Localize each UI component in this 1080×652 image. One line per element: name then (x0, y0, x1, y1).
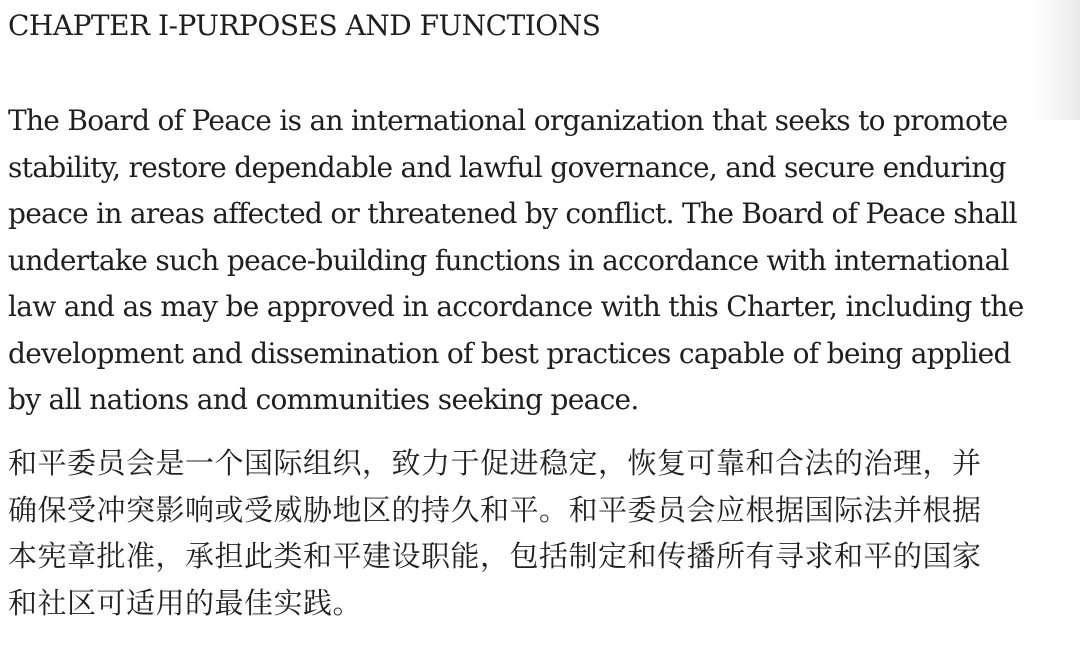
chinese-line: 和社区可适用的最佳实践。 (8, 585, 363, 620)
english-line: peace in areas affected or threatened by conflict. The Board of Peace shall (8, 197, 1017, 230)
chinese-paragraph (8, 440, 1074, 626)
english-line: by all nations and communities seeking peace. (8, 383, 639, 416)
english-line: development and dissemination of best practices capable of being applied (8, 336, 1011, 370)
english-line: undertake such peace-building functions in accordance with international (8, 243, 1009, 277)
english-paragraph (8, 98, 1070, 424)
chinese-line: 本宪章批准，承担此类和平建设职能，包括制定和传播所有寻求和平的国家 (8, 539, 982, 573)
chinese-line: 和平委员会是一个国际组织，致力于促进稳定，恢复可靠和合法的治理，并 (8, 446, 982, 480)
chinese-line: 确保受冲突影响或受威胁地区的持久和平。和平委员会应根据国际法并根据 (8, 492, 982, 527)
english-line: law and as may be approved in accordance with this Charter, including the (8, 290, 1024, 323)
chapter-heading: CHAPTER I-PURPOSES AND FUNCTIONS (8, 9, 601, 42)
english-line: stability, restore dependable and lawful governance, and secure enduring (8, 150, 1006, 184)
english-line: The Board of Peace is an international organization that seeks to promote (8, 104, 1008, 137)
